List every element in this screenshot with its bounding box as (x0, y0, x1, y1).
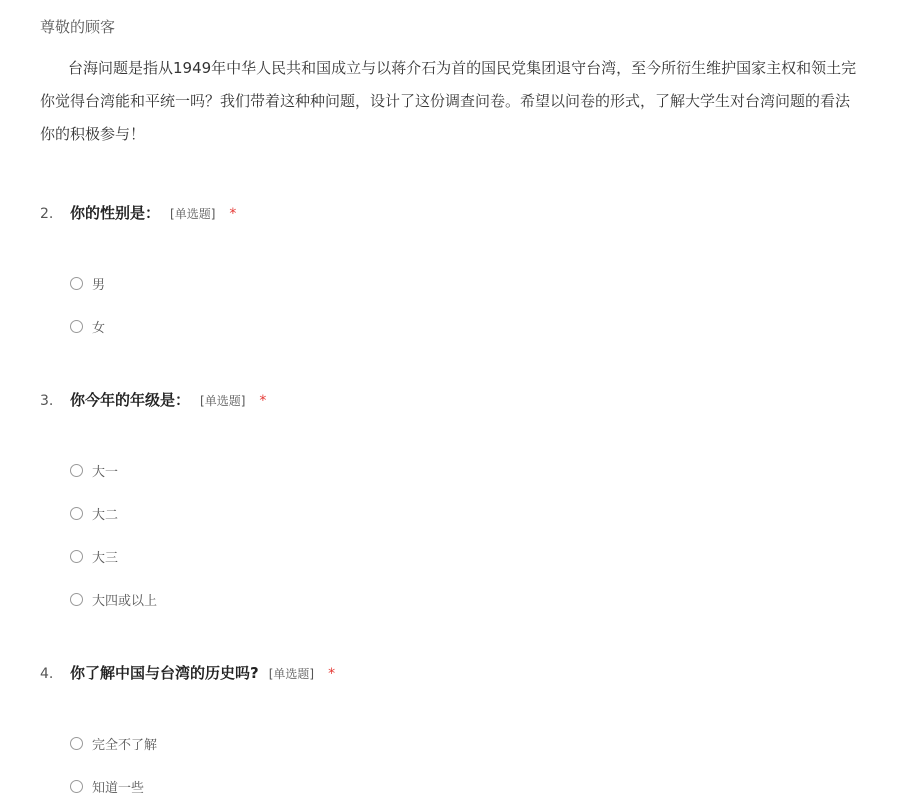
question-title: 你了解中国与台湾的历史吗? (70, 664, 259, 682)
radio-button[interactable] (70, 737, 83, 750)
intro-line: 你觉得台湾能和平统一吗？我们带着这种种问题，设计了这份调查问卷。希望以问卷的形式，了解大学生对台湾问题的看法 (40, 92, 851, 110)
intro-paragraph (40, 52, 900, 151)
required-asterisk: * (328, 666, 336, 682)
intro-line: 你的积极参与！ (40, 125, 146, 143)
question-number: 4. (40, 666, 54, 682)
option-history-none[interactable] (70, 734, 157, 753)
question-type-tag: [单选题] (170, 207, 216, 221)
radio-button[interactable] (70, 550, 83, 563)
question-title: 你今年的年级是： (70, 391, 191, 409)
option-label: 完全不了解 (92, 738, 158, 753)
option-label: 大一 (92, 465, 119, 480)
option-grade-sophomore[interactable] (70, 504, 118, 523)
question-type-tag: [单选题] (268, 667, 315, 681)
option-label: 大二 (92, 508, 119, 523)
question-gender (40, 202, 880, 223)
intro-line: 台海问题是指从1949年中华人民共和国成立与以蒋介石为首的国民党集团退守台湾，至今所衍生维护国家主权和领土完 (68, 59, 857, 77)
radio-button[interactable] (70, 320, 83, 333)
option-gender-male[interactable] (70, 274, 105, 293)
option-gender-female[interactable] (70, 317, 105, 336)
question-history-knowledge (40, 662, 880, 683)
question-number: 2. (40, 206, 54, 222)
question-type-tag: [单选题] (200, 394, 246, 408)
option-label: 知道一些 (92, 781, 145, 796)
question-grade (40, 389, 880, 410)
option-grade-freshman[interactable] (70, 461, 118, 480)
question-header (40, 662, 880, 683)
radio-button[interactable] (70, 780, 83, 793)
option-label: 男 (92, 278, 106, 293)
radio-button[interactable] (70, 507, 83, 520)
option-label: 大四或以上 (92, 594, 158, 609)
required-asterisk: * (259, 393, 267, 409)
radio-button[interactable] (70, 593, 83, 606)
option-grade-junior[interactable] (70, 547, 118, 566)
question-header (40, 389, 880, 410)
option-history-some[interactable] (70, 777, 144, 796)
question-number: 3. (40, 393, 54, 409)
question-header (40, 202, 880, 223)
option-label: 女 (92, 321, 106, 336)
radio-button[interactable] (70, 277, 83, 290)
required-asterisk: * (229, 206, 237, 222)
question-title: 你的性别是： (70, 204, 161, 222)
greeting-text: 尊敬的顾客 (40, 18, 116, 36)
option-label: 大三 (92, 551, 119, 566)
radio-button[interactable] (70, 464, 83, 477)
option-grade-senior-or-above[interactable] (70, 590, 157, 609)
